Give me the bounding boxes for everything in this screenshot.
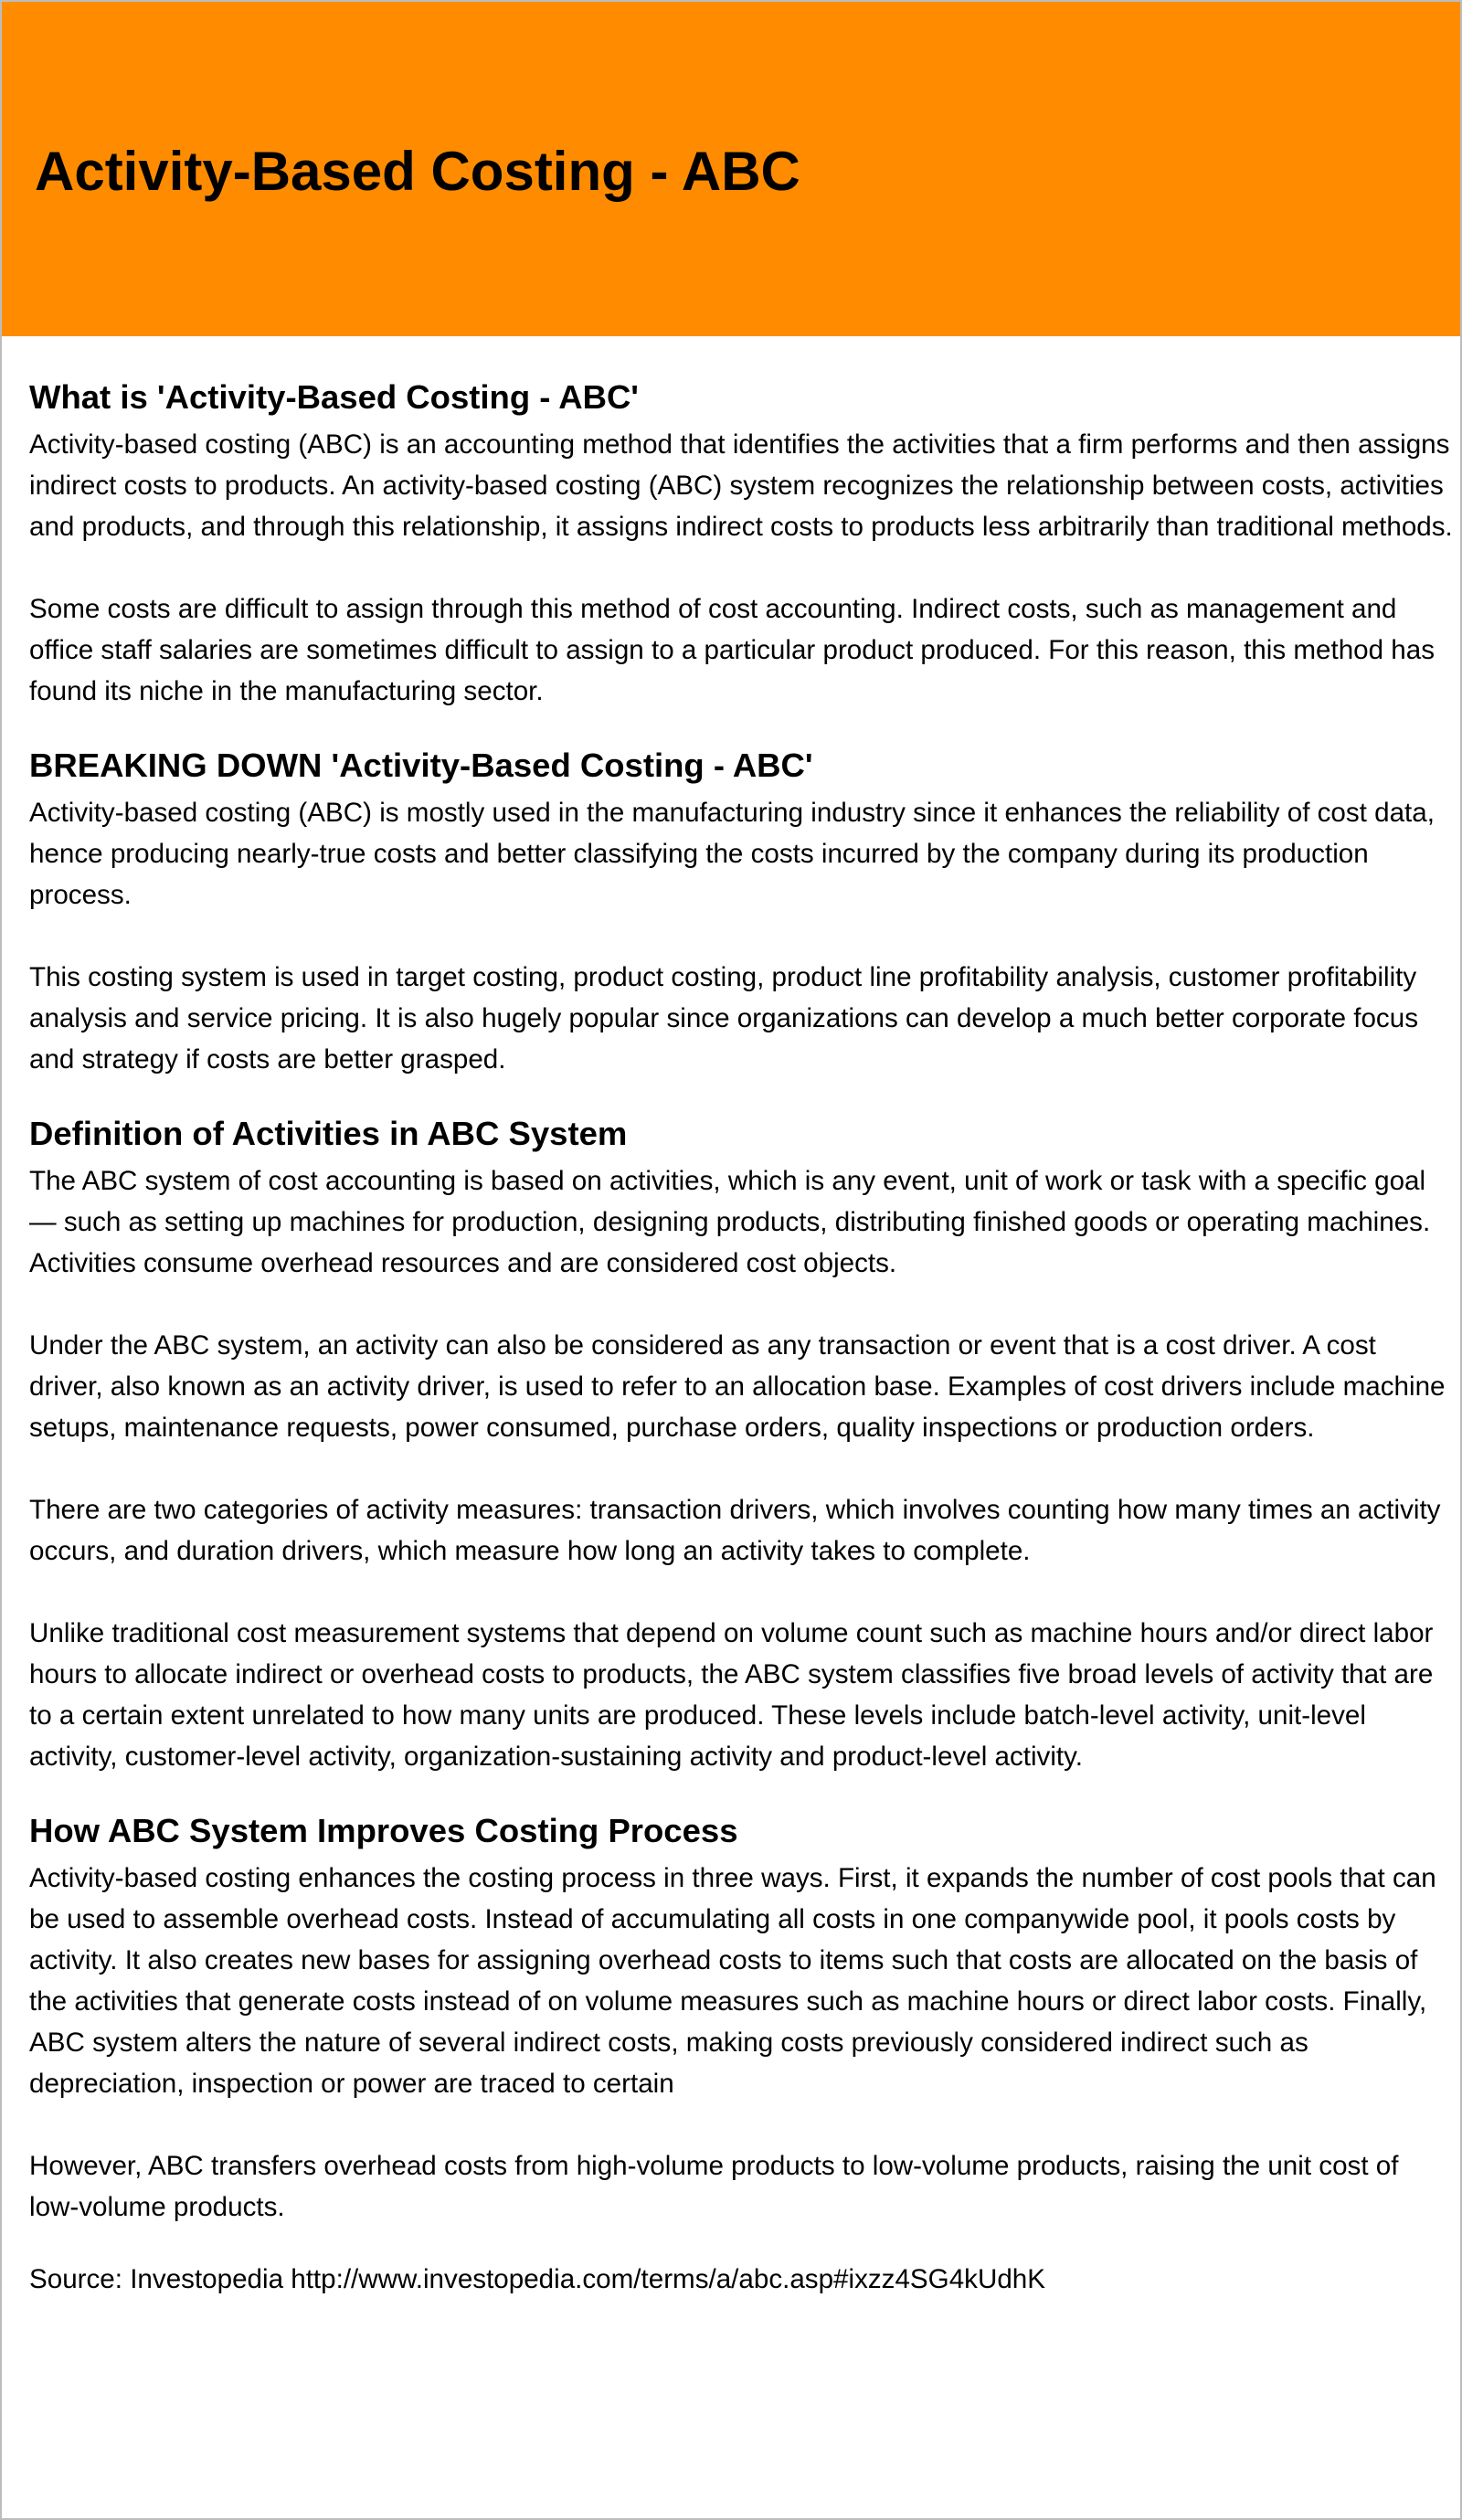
paragraph: Some costs are difficult to assign through this method of cost accounting. Indirect costs, such as management and office staff salaries are sometimes difficult to assign to a particular product produced. For this reason, this method has found its niche in the manufacturing sector. <box>29 594 1436 706</box>
paragraph: This costing system is used in target costing, product costing, product line profitability analysis, customer profitability analysis and service pricing. It is also hugely popular since organizations can develop a much better corporate focus and strategy if costs are better grasped. <box>29 962 1418 1075</box>
paragraph: There are two categories of activity measures: transaction drivers, which involves counting how many times an activity occurs, and duration drivers, which measure how long an activity takes to complete. <box>29 1495 1441 1566</box>
paragraph: Unlike traditional cost measurement systems that depend on volume count such as machine hours and/or direct labor hours to allocate indirect or overhead costs to products, the ABC system classifies five broad levels of activity that are to a certain extent unrelated to how many units are produced. These levels include batch-level activity, unit-level activity, customer-level activity, organization-sustaining activity and product-level activity. <box>29 1618 1434 1772</box>
page-title: Activity-Based Costing - ABC <box>35 141 800 202</box>
source-citation: Source: Investopedia http://www.investopedia.com/terms/a/abc.asp#ixzz4SG4kUdhK <box>29 2264 1045 2294</box>
paragraph: Activity-based costing (ABC) is an accounting method that identifies the activities that a firm performs and then assigns indirect costs to products. An activity-based costing (ABC) system recognizes the relationship between costs, activities and products, and through this relationship, it assigns indirect costs to products less arbitrarily than traditional methods. <box>29 429 1453 542</box>
paragraph: Under the ABC system, an activity can also be considered as any transaction or event that is a cost driver. A cost driver, also known as an activity driver, is used to refer to an allocation base. Examples of cost drivers include machine setups, maintenance requests, power consumed, purchase orders, quality inspections or production orders. <box>29 1330 1446 1443</box>
paragraph: However, ABC transfers overhead costs from high-volume products to low-volume products, raising the unit cost of low-volume products. <box>29 2151 1399 2222</box>
section-what-is-abc <box>29 375 1455 712</box>
article-body <box>29 375 1455 2300</box>
section-heading: BREAKING DOWN 'Activity-Based Costing - ABC' <box>29 746 813 784</box>
section-heading: Definition of Activities in ABC System <box>29 1115 628 1152</box>
paragraph: Activity-based costing (ABC) is mostly used in the manufacturing industry since it enhances the reliability of cost data, hence producing nearly-true costs and better classifying the costs incurred by the company during its production process. <box>29 798 1435 910</box>
paragraph: Activity-based costing enhances the costing process in three ways. First, it expands the number of cost pools that can be used to assemble overhead costs. Instead of accumulating all costs in one companywide pool, it pools costs by activity. It also creates new bases for assigning overhead costs to items such that costs are allocated on the basis of the activities that generate costs instead of on volume measures such as machine hours or direct labor costs. Finally, ABC system alters the nature of several indirect costs, making costs previously considered indirect such as depreciation, inspection or power are traced to certain <box>29 1863 1436 2099</box>
title-banner <box>2 2 1460 336</box>
section-definition-of-activities <box>29 1111 1455 1777</box>
section-heading: How ABC System Improves Costing Process <box>29 1812 738 1849</box>
section-breaking-down <box>29 743 1455 1080</box>
section-how-abc-improves <box>29 1808 1455 2228</box>
paragraph: The ABC system of cost accounting is based on activities, which is any event, unit of work or task with a specific goal — such as setting up machines for production, designing products, distributing finished goods or operating machines. Activities consume overhead resources and are considered cost objects. <box>29 1166 1431 1278</box>
section-heading: What is 'Activity-Based Costing - ABC' <box>29 378 639 416</box>
